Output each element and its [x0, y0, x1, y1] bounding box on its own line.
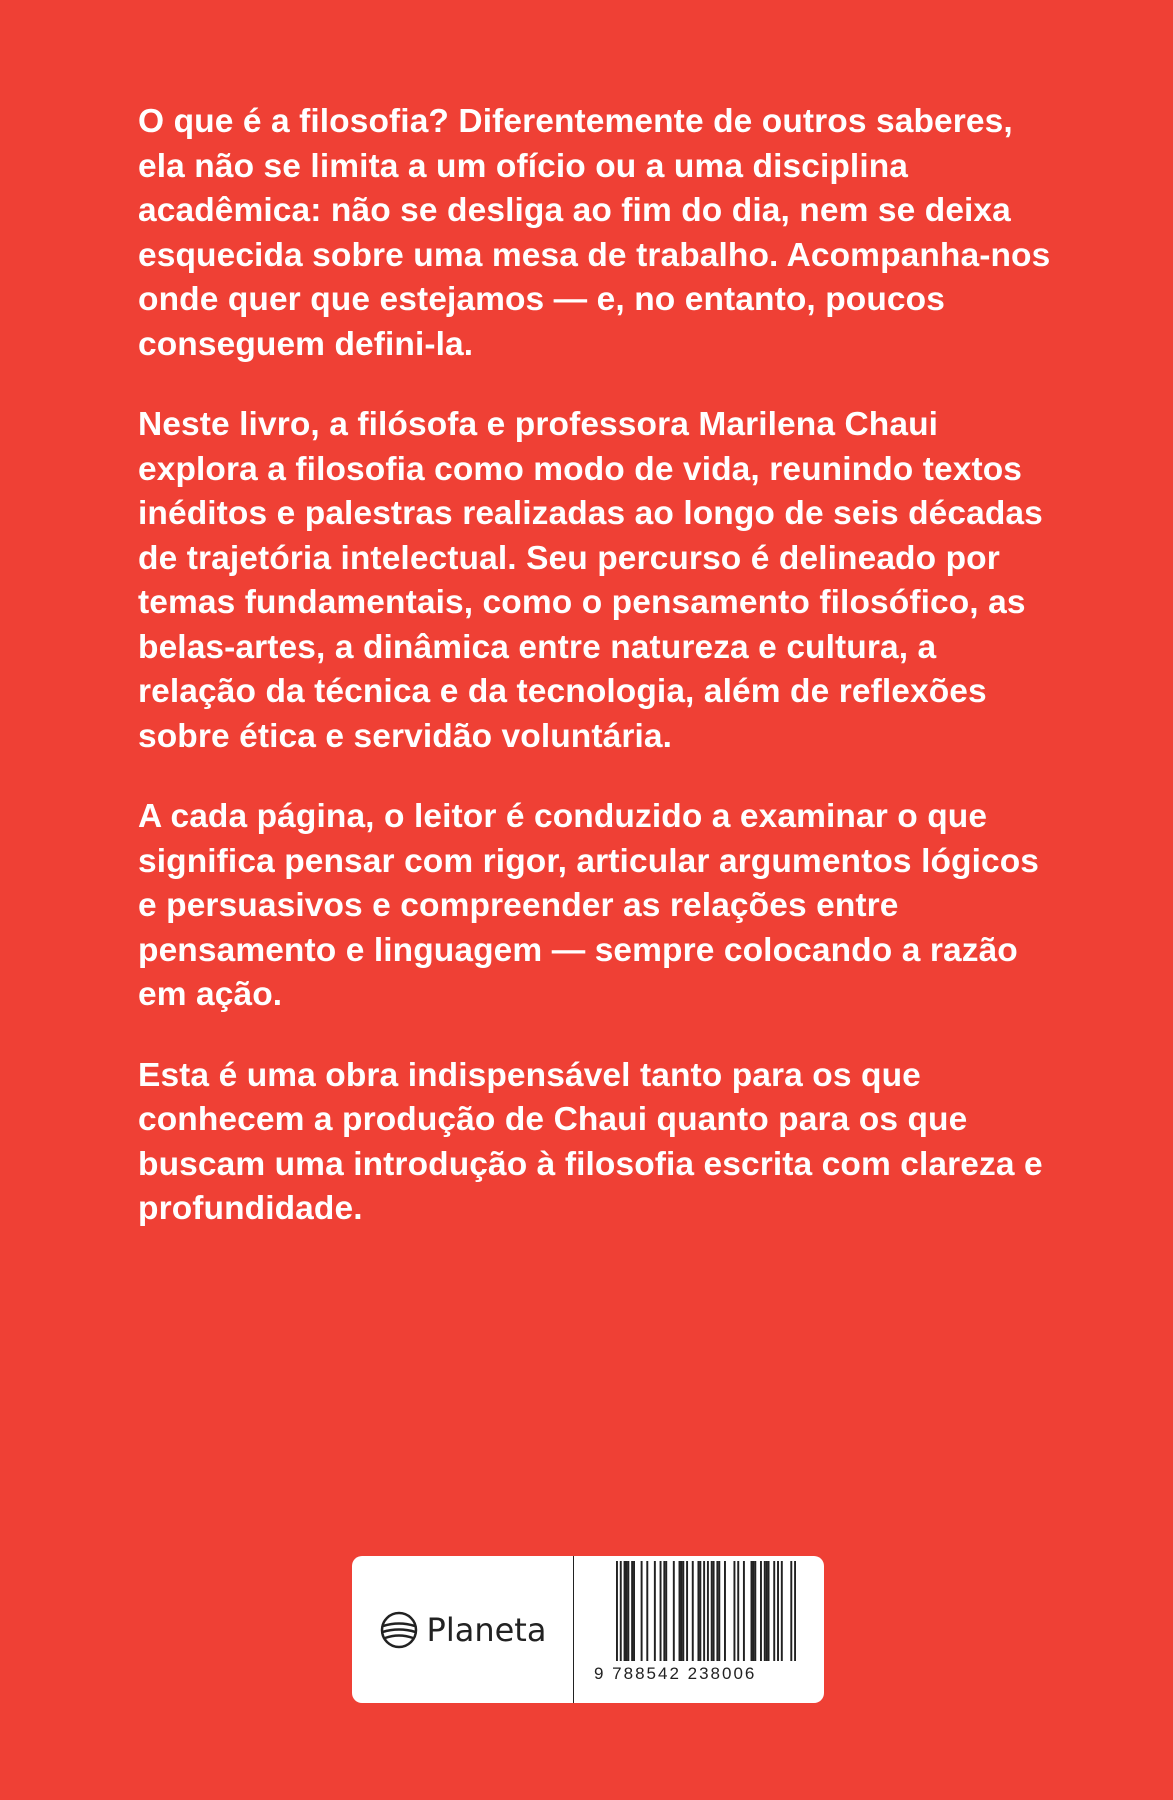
barcode-bar: [716, 1561, 718, 1661]
barcode-bar: [737, 1561, 739, 1661]
barcode-bar: [760, 1561, 762, 1661]
globe-icon: [379, 1610, 419, 1650]
barcode-bar: [773, 1561, 775, 1661]
barcode-bar: [633, 1561, 635, 1661]
barcode-bar: [794, 1561, 796, 1661]
barcode-bar: [699, 1561, 701, 1661]
barcode-bar: [733, 1561, 735, 1661]
barcode-bar: [718, 1561, 720, 1661]
barcode-bar: [777, 1561, 779, 1661]
barcode-bar: [654, 1561, 656, 1661]
publisher-logo: [352, 1556, 574, 1703]
barcode-bar: [682, 1561, 684, 1661]
barcode-bar: [692, 1561, 694, 1661]
barcode-bar: [660, 1561, 662, 1661]
barcode-bar: [764, 1561, 766, 1661]
barcode-bar: [768, 1561, 770, 1661]
barcode-bar: [627, 1561, 629, 1661]
blurb-paragraph-3: A cada página, o leitor é conduzido a examinar o que significa pensar com rigor, articular argumentos lógicos e persuasivos e compreender as relações entre pensamento e linguagem — sempre colocando a razão em ação.: [138, 798, 1040, 1013]
publisher-name: Planeta: [426, 1610, 547, 1649]
barcode-bar: [697, 1561, 699, 1661]
blurb-paragraph-1: O que é a filosofia? Diferentemente de outros saberes, ela não se limita a um ofício ou a uma disciplina acadêmica: não se desliga ao fim do dia, nem se deixa esquecida sobre uma mesa de trabalho. Acompanha-nos onde quer que estejamos — e, no entanto, poucos conseguem defini-la.: [138, 103, 1051, 363]
barcode-bar: [752, 1561, 754, 1661]
barcode-bar: [703, 1561, 705, 1661]
barcode-bar: [646, 1561, 648, 1661]
barcode: [616, 1561, 796, 1671]
barcode-bar: [663, 1561, 665, 1661]
barcode-bar: [641, 1561, 643, 1661]
barcode-bar: [766, 1561, 768, 1661]
barcode-bar: [620, 1561, 622, 1661]
barcode-bar: [625, 1561, 627, 1661]
barcode-bar: [665, 1561, 667, 1661]
barcode-bar: [781, 1561, 783, 1661]
barcode-bar: [713, 1561, 715, 1661]
barcode-bar: [754, 1561, 756, 1661]
barcode-bar: [631, 1561, 633, 1661]
barcode-bar: [711, 1561, 713, 1661]
barcode-bar: [624, 1561, 626, 1661]
barcode-bar: [790, 1561, 792, 1661]
blurb-paragraph-2: Neste livro, a filósofa e professora Marilena Chaui explora a filosofia como modo de vida, reunindo textos inéditos e palestras realizadas ao longo de seis décadas de trajetória intelectual. Seu percurso é delineado por temas fundamentais, como o pensamento filosófico, as belas-artes, a dinâmica entre natureza e cultura, a relação da técnica e da tecnologia, além de reflexões sobre ética e servidão voluntária.: [138, 406, 1043, 755]
barcode-bar: [724, 1561, 726, 1661]
back-cover-blurb: [138, 100, 1058, 1268]
barcode-bar: [679, 1561, 681, 1661]
barcode-bar: [686, 1561, 688, 1661]
barcode-bar: [680, 1561, 682, 1661]
barcode-bar: [616, 1561, 618, 1661]
isbn-number: 9 788542 238006: [594, 1664, 757, 1683]
barcode-bar: [743, 1561, 745, 1661]
barcode-area: [574, 1556, 824, 1703]
barcode-bar: [751, 1561, 753, 1661]
barcode-label: [352, 1556, 824, 1703]
barcode-bar: [707, 1561, 709, 1661]
blurb-paragraph-4: Esta é uma obra indispensável tanto para os que conhecem a produção de Chaui quanto para os que buscam uma introdução à filosofia escrita com clareza e profundidade.: [138, 1056, 1043, 1227]
barcode-bar: [673, 1561, 675, 1661]
